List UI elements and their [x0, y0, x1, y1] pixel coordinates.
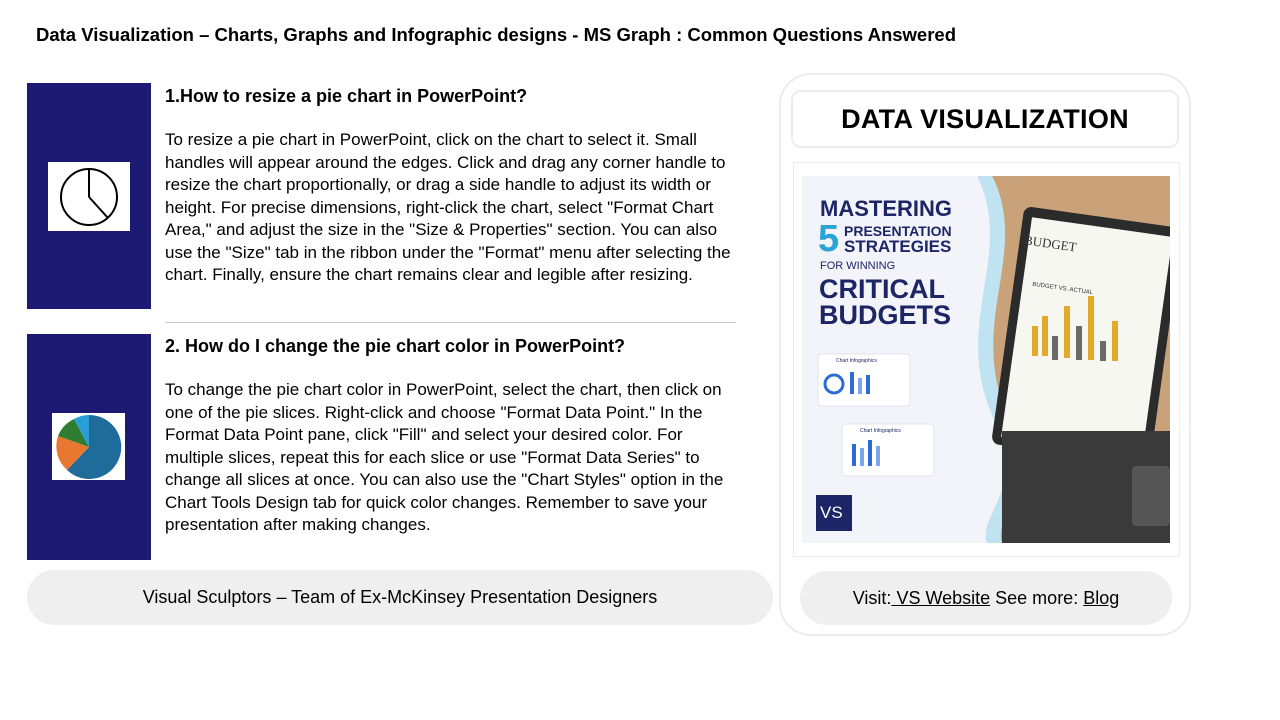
qa-band — [27, 334, 151, 560]
vs-logo: VS — [820, 503, 843, 522]
see-more-label: See more: — [990, 587, 1084, 608]
laptop-subheading: BUDGET VS. ACTUAL — [1031, 281, 1094, 297]
qa-text — [165, 85, 739, 287]
page-title: Data Visualization – Charts, Graphs and Infographic designs - MS Graph : Common Questions Answered — [36, 24, 957, 45]
promo-card1-title: Chart Infographics — [836, 358, 877, 364]
promo-line2a: PRESENTATION — [844, 223, 952, 239]
footer-tagline: Visual Sculptors – Team of Ex-McKinsey Presentation Designers — [27, 570, 773, 625]
promo-line4: CRITICAL — [819, 274, 945, 304]
qa-item-2 — [27, 334, 739, 560]
question-title: 1.How to resize a pie chart in PowerPoint? — [165, 86, 528, 106]
divider — [165, 322, 736, 323]
promo-line3: FOR WINNING — [820, 260, 896, 272]
blog-link[interactable]: Blog — [1083, 587, 1120, 608]
question-title: 2. How do I change the pie chart color in PowerPoint? — [165, 336, 626, 356]
visit-bar — [800, 571, 1172, 625]
clock-outline-icon — [48, 162, 130, 231]
promo-image[interactable] — [802, 176, 1170, 543]
promo-line2b: STRATEGIES — [844, 237, 952, 256]
promo-number: 5 — [818, 218, 840, 260]
vs-website-link[interactable]: VS Website — [891, 587, 991, 608]
answer-text: To resize a pie chart in PowerPoint, click on the chart to select it. Small handles will appear around the edges. Click and drag any corner handle to resize the chart proportionally, or drag a side handle to adjust its width or height. For precise dimensions, right-click the chart, select "Format Chart Area," and adjust the size in the "Size & Properties" section. You can also use the "Size" tab in the ribbon under the "Format" menu after selecting the chart. Finally, ensure the chart remains clear and legible after resizing. — [165, 130, 731, 284]
pie-chart-icon — [52, 413, 125, 480]
qa-item-1 — [27, 83, 739, 309]
promo-line5: BUDGETS — [819, 300, 952, 330]
sidebar-heading: DATA VISUALIZATION — [791, 90, 1179, 148]
visit-label: Visit: — [852, 587, 892, 608]
promo-card2-title: Chart Infographics — [860, 428, 901, 434]
laptop-heading: BUDGET — [1023, 232, 1078, 255]
answer-text: To change the pie chart color in PowerPoint, select the chart, then click on one of the pie slices. Right-click and choose "Format Data Point." In the Format Data Point pane, click "Fill" and select your desired color. For multiple slices, repeat this for each slice or use "Format Data Series" to change all slices at once. You can also use the "Chart Styles" option in the Chart Tools Design tab for quick color changes. Remember to save your presentation after making changes. — [165, 380, 724, 534]
qa-text — [165, 335, 739, 537]
qa-band — [27, 83, 151, 309]
promo-line1: MASTERING — [820, 196, 952, 221]
